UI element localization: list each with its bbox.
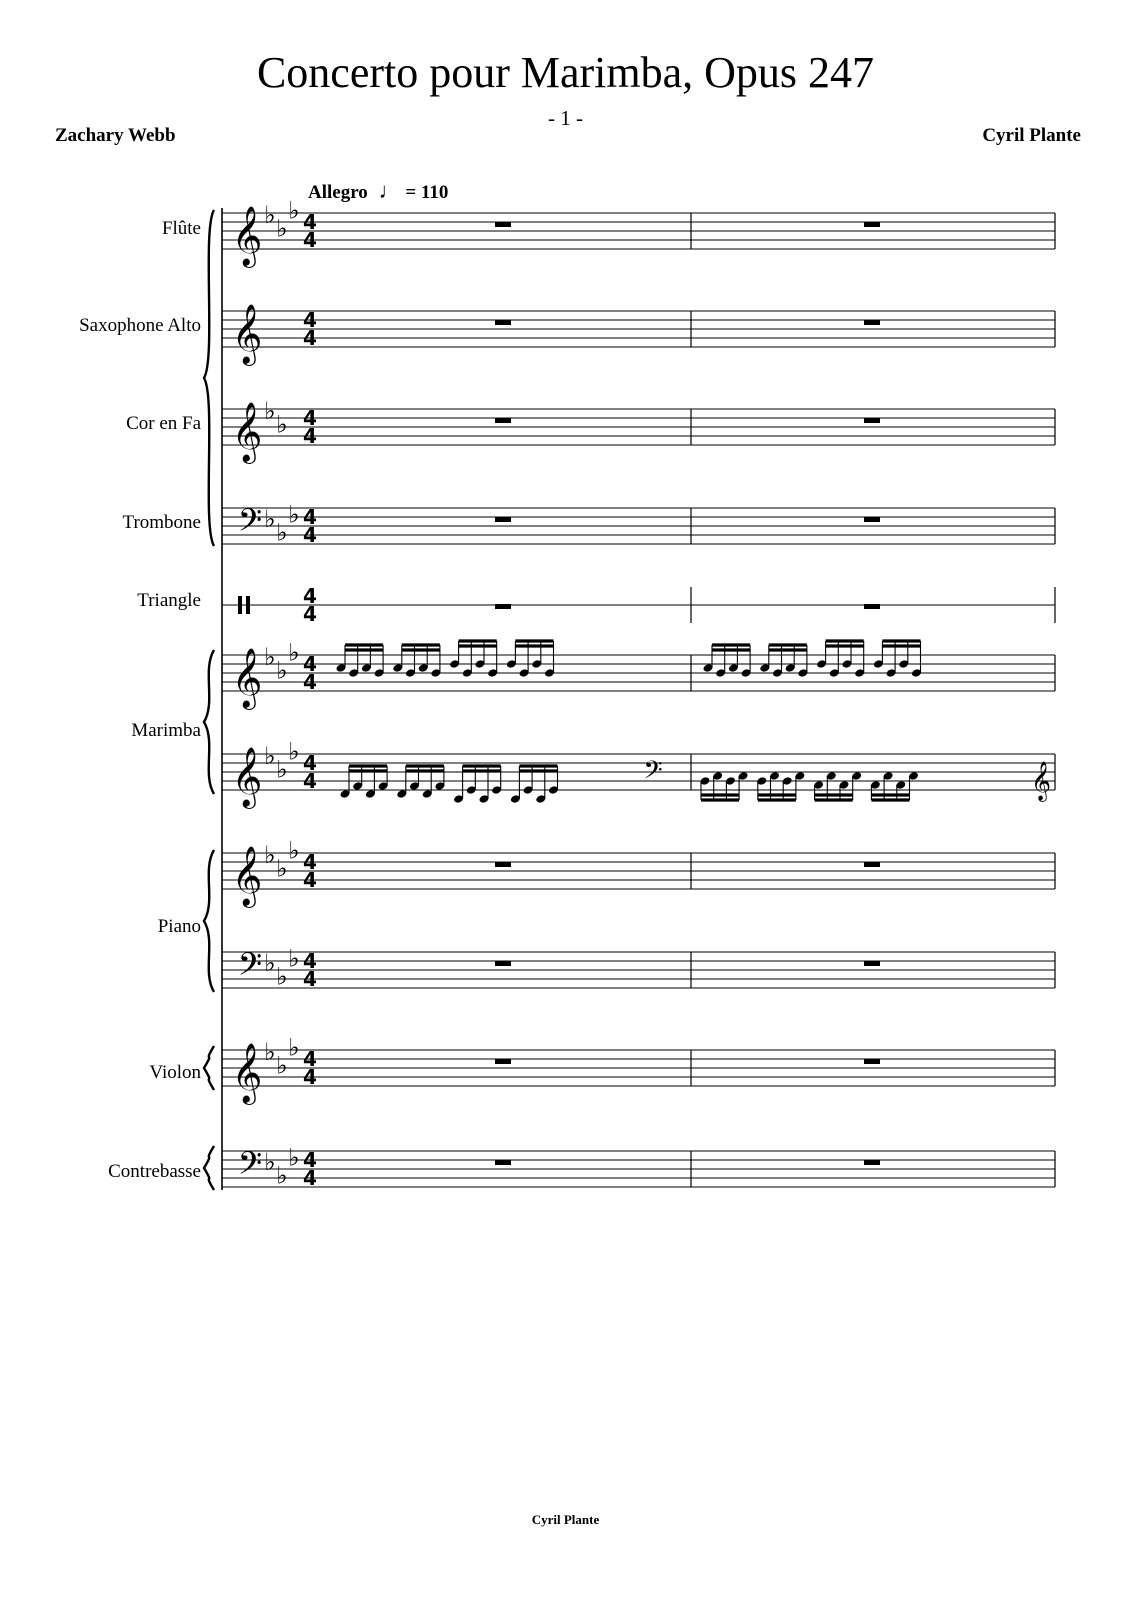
staff-0 xyxy=(222,213,1055,249)
whole-rest xyxy=(495,222,511,227)
flat-icon: ♭ xyxy=(264,397,276,425)
label-violin: Violon xyxy=(149,1062,201,1083)
flat-icon: ♭ xyxy=(288,737,300,766)
whole-rest xyxy=(495,961,511,966)
whole-rest xyxy=(495,418,511,423)
flat-icon: ♭ xyxy=(288,1033,300,1062)
percussion-clef-icon xyxy=(238,596,242,614)
time-signature-top: 4 xyxy=(303,949,317,973)
label-double-bass: Contrebasse xyxy=(108,1161,201,1182)
score-title: Concerto pour Marimba, Opus 247 xyxy=(256,48,875,97)
whole-rest xyxy=(864,1059,880,1064)
label-trombone: Trombone xyxy=(122,512,201,533)
double-bass-brace xyxy=(204,1146,214,1190)
time-signature-top: 4 xyxy=(303,210,317,234)
flat-icon: ♭ xyxy=(288,1143,300,1172)
whole-rest xyxy=(495,862,511,867)
time-signature-bottom: 4 xyxy=(303,1065,317,1089)
marimba-brace xyxy=(204,650,214,794)
composer-credit: Cyril Plante xyxy=(982,125,1081,146)
whole-rest xyxy=(864,320,880,325)
piano-brace xyxy=(204,850,214,992)
whole-rest xyxy=(495,517,511,522)
staff-2 xyxy=(222,409,1055,445)
treble-clef-icon: 𝄞 xyxy=(231,747,263,807)
flat-icon: ♭ xyxy=(276,962,288,991)
whole-rest xyxy=(864,1160,880,1165)
whole-rest xyxy=(864,222,880,227)
staff-8 xyxy=(222,952,1055,988)
time-signature-top: 4 xyxy=(303,850,317,874)
flat-icon: ♭ xyxy=(264,201,276,229)
marimba-rh-beam-group xyxy=(449,641,498,678)
flat-icon: ♭ xyxy=(276,755,288,784)
flat-icon: ♭ xyxy=(264,949,276,977)
flat-icon: ♭ xyxy=(264,505,276,533)
flat-icon: ♭ xyxy=(264,1148,276,1176)
lyricist-credit: Zachary Webb xyxy=(55,125,176,146)
staff-3 xyxy=(222,508,1055,544)
flat-icon: ♭ xyxy=(276,518,288,547)
time-signature-bottom: 4 xyxy=(303,228,317,252)
quarter-note-icon: ♩ xyxy=(378,178,401,203)
staff-6 xyxy=(222,754,1055,790)
time-signature-top: 4 xyxy=(303,1047,317,1071)
time-signature-bottom: 4 xyxy=(303,769,317,793)
treble-clef-icon: 𝄞 xyxy=(231,1043,263,1103)
page-number: - 1 - xyxy=(548,106,583,130)
tempo-value: = 110 xyxy=(405,182,449,203)
bass-clef-icon: 𝄢 xyxy=(237,946,263,990)
time-signature-top: 4 xyxy=(303,1148,317,1172)
marimba-lh-beam-group xyxy=(870,771,919,800)
label-triangle: Triangle xyxy=(137,590,201,611)
flat-icon: ♭ xyxy=(264,742,276,770)
marimba-lh-beam-group xyxy=(396,766,445,799)
treble-clef-icon: 𝄞 xyxy=(231,402,263,462)
time-signature-bottom: 4 xyxy=(303,967,317,991)
whole-rest xyxy=(495,1160,511,1165)
whole-rest xyxy=(864,862,880,867)
time-signature-top: 4 xyxy=(303,308,317,332)
time-signature-top: 4 xyxy=(303,505,317,529)
label-alto-sax: Saxophone Alto xyxy=(79,315,201,336)
violin-brace xyxy=(204,1046,214,1090)
marimba-lh-beam-group xyxy=(813,771,862,800)
flat-icon: ♭ xyxy=(288,500,300,529)
time-signature-top: 4 xyxy=(303,584,317,608)
flat-icon: ♭ xyxy=(276,410,288,439)
flat-icon: ♭ xyxy=(288,196,300,225)
treble-clef-icon: 𝄞 xyxy=(231,304,263,364)
label-marimba: Marimba xyxy=(131,720,201,741)
staff-7 xyxy=(222,853,1055,889)
time-signature-bottom: 4 xyxy=(303,602,317,626)
bass-clef-change-icon: 𝄢 xyxy=(643,756,663,791)
marimba-rh-beam-group xyxy=(873,641,922,678)
staff-5 xyxy=(222,655,1055,691)
marimba-lh-beam-group xyxy=(700,771,749,800)
label-horn: Cor en Fa xyxy=(126,413,201,434)
marimba-lh-beam-group xyxy=(756,771,805,800)
tempo-text: Allegro xyxy=(308,182,368,203)
whole-rest xyxy=(864,418,880,423)
flat-icon: ♭ xyxy=(264,1038,276,1066)
time-signature-bottom: 4 xyxy=(303,868,317,892)
flat-icon: ♭ xyxy=(288,836,300,865)
whole-rest xyxy=(495,1059,511,1064)
flat-icon: ♭ xyxy=(288,944,300,973)
marimba-rh-beam-group xyxy=(506,641,555,678)
treble-clef-icon: 𝄞 xyxy=(231,648,263,708)
treble-clef-icon: 𝄞 xyxy=(231,206,263,266)
flat-icon: ♭ xyxy=(276,854,288,883)
flat-icon: ♭ xyxy=(276,214,288,243)
label-flute: Flûte xyxy=(161,218,201,239)
staff-1 xyxy=(222,311,1055,347)
time-signature-bottom: 4 xyxy=(303,523,317,547)
flat-icon: ♭ xyxy=(264,841,276,869)
time-signature-top: 4 xyxy=(303,652,317,676)
flat-icon: ♭ xyxy=(276,1161,288,1190)
flat-icon: ♭ xyxy=(288,638,300,667)
staff-9 xyxy=(222,1050,1055,1086)
treble-clef-icon: 𝄞 xyxy=(231,846,263,906)
time-signature-bottom: 4 xyxy=(303,1166,317,1190)
marimba-lh-beam-group xyxy=(340,766,389,799)
winds-brace xyxy=(204,210,214,546)
flat-icon: ♭ xyxy=(276,656,288,685)
whole-rest xyxy=(495,320,511,325)
flat-icon: ♭ xyxy=(264,643,276,671)
marimba-rh-beam-group xyxy=(816,641,865,678)
time-signature-top: 4 xyxy=(303,406,317,430)
whole-rest xyxy=(864,961,880,966)
whole-rest xyxy=(864,517,880,522)
bass-clef-icon: 𝄢 xyxy=(237,1145,263,1189)
bass-clef-icon: 𝄢 xyxy=(237,502,263,546)
staff-10 xyxy=(222,1151,1055,1187)
label-piano: Piano xyxy=(157,916,201,937)
whole-rest xyxy=(864,604,880,609)
whole-rest xyxy=(495,604,511,609)
time-signature-bottom: 4 xyxy=(303,670,317,694)
page-footer: Cyril Plante xyxy=(531,1512,600,1527)
time-signature-bottom: 4 xyxy=(303,424,317,448)
time-signature-top: 4 xyxy=(303,751,317,775)
treble-clef-change-icon: 𝄞 xyxy=(1030,761,1052,801)
percussion-clef-icon xyxy=(246,596,250,614)
time-signature-bottom: 4 xyxy=(303,326,317,350)
flat-icon: ♭ xyxy=(276,1051,288,1080)
staff-4 xyxy=(222,587,1055,623)
